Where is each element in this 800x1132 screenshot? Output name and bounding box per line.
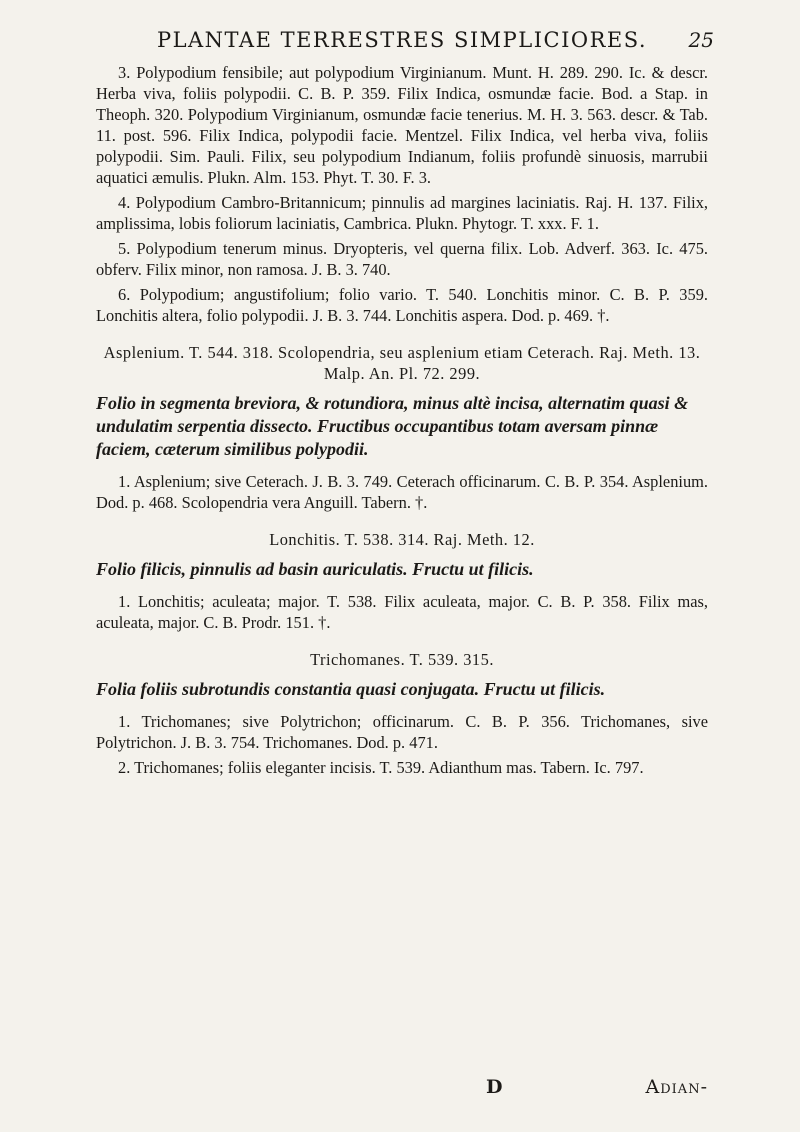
polypodium-entry-3: 3. Polypodium fensibile; aut polypodium Virginianum. Munt. H. 289. 290. Ic. & descr. Herba viva, foliis polypodii. C. B. P. 359. Filix Indica, osmundæ facie. Bod. a Stap. in Theoph. 320. Polypodium Virginianum, osmundæ facie tenerius. M. H. 3. 563. descr. & Tab. 11. post. 596. Filix Indica, polypodii facie. Mentzel. Filix Indica, vel herba viva, foliis polypodii. Sim. Pauli. Filix, seu polypodium Indianum, foliis profundè sinuosis, marrubii aquatici æmulis. Plukn. Alm. 153. Phyt. T. 30. F. 3.	[96, 63, 708, 187]
signature-mark: D	[486, 1076, 503, 1098]
asplenium-entry-1: 1. Asplenium; sive Ceterach. J. B. 3. 749. Ceterach officinarum. C. B. P. 354. Asplenium. Dod. p. 468. Scolopendria vera Anguill. Tabern. †.	[96, 472, 708, 512]
trichomanes-entry-2: 2. Trichomanes; foliis eleganter incisis. T. 539. Adianthum mas. Tabern. Ic. 797.	[118, 758, 644, 777]
polypodium-entry-4: 4. Polypodium Cambro-Britannicum; pinnulis ad margines laciniatis. Raj. H. 137. Filix, amplissima, lobis foliorum laciniatis, Cambrica. Plukn. Phytogr. T. xxx. F. 1.	[96, 193, 708, 233]
catchword: Adian-	[645, 1076, 708, 1098]
trichomanes-entry-1: 1. Trichomanes; sive Polytrichon; officinarum. C. B. P. 356. Trichomanes, sive Polytrichon. J. B. 3. 754. Trichomanes. Dod. p. 471.	[96, 712, 708, 752]
asplenium-diagnosis: Folio in segmenta breviora, & rotundiora, minus altè incisa, alternatim quasi & undulatim serpentia dissecto. Fructibus occupantibus totam aversam pinnæ faciem, cæterum similibus polypodii.	[96, 393, 689, 459]
lonchitis-heading: Lonchitis. T. 538. 314. Raj. Meth. 12.	[269, 530, 535, 549]
page-footer	[96, 1076, 708, 1106]
trichomanes-heading: Trichomanes. T. 539. 315.	[310, 650, 494, 669]
page-number: 25	[688, 28, 714, 52]
lonchitis-diagnosis: Folio filicis, pinnulis ad basin auriculatis. Fructu ut filicis.	[96, 559, 534, 579]
page-header	[96, 28, 714, 62]
asplenium-heading: Asplenium. T. 544. 318. Scolopendria, seu asplenium etiam Ceterach. Raj. Meth. 13. Malp. An. Pl. 72. 299.	[103, 343, 701, 383]
page-body	[96, 62, 708, 778]
polypodium-entry-6: 6. Polypodium; angustifolium; folio vario. T. 540. Lonchitis minor. C. B. P. 359. Lonchitis altera, folio polypodii. J. B. 3. 744. Lonchitis aspera. Dod. p. 469. †.	[96, 285, 708, 325]
polypodium-entry-5: 5. Polypodium tenerum minus. Dryopteris, vel querna filix. Lob. Adverf. 363. Ic. 475. obferv. Filix minor, non ramosa. J. B. 3. 740.	[96, 239, 708, 279]
running-title: PLANTAE TERRESTRES SIMPLICIORES.	[156, 28, 648, 52]
lonchitis-entry-1: 1. Lonchitis; aculeata; major. T. 538. Filix aculeata, major. C. B. P. 358. Filix mas, aculeata, major. C. B. Prodr. 151. †.	[96, 592, 708, 632]
trichomanes-diagnosis: Folia foliis subrotundis constantia quasi conjugata. Fructu ut filicis.	[96, 679, 606, 699]
